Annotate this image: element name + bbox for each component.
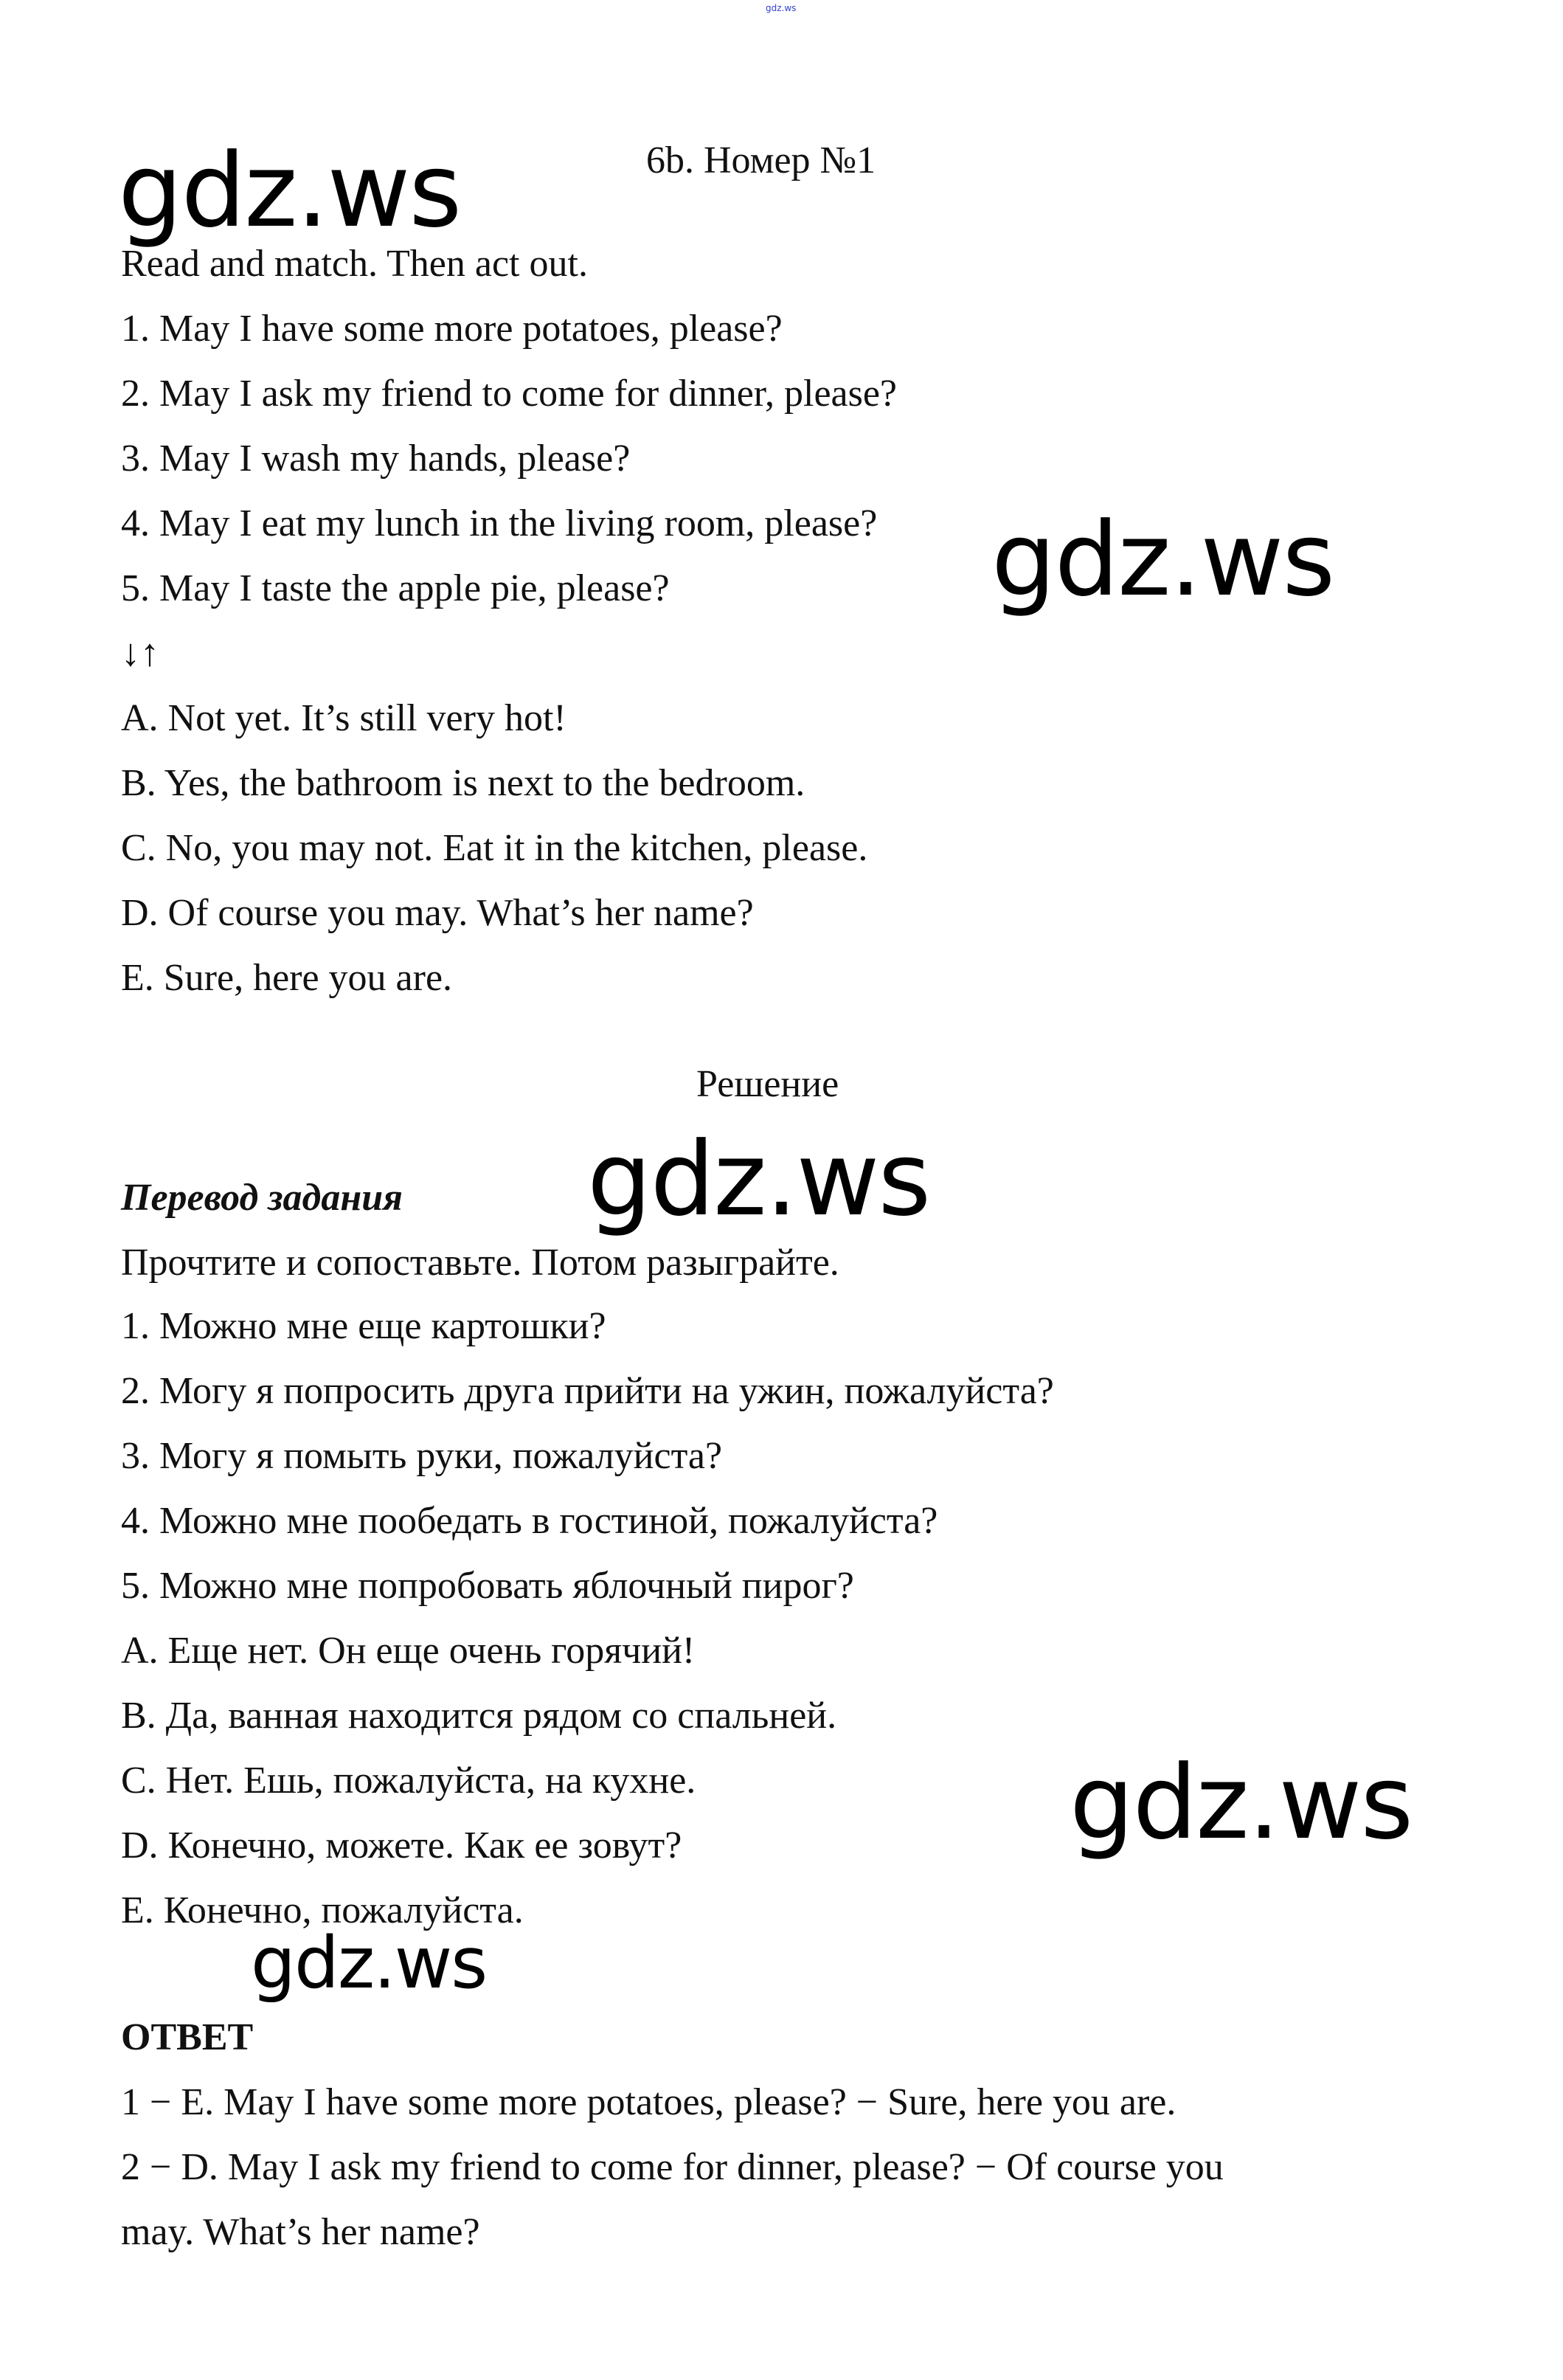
- task-question: 5. May I taste the apple pie, please?: [121, 567, 670, 609]
- answer-line: may. What’s her name?: [121, 2211, 480, 2253]
- task-question: 2. May I ask my friend to come for dinner, please?: [121, 373, 898, 415]
- watermark: gdz.ws: [251, 1922, 487, 2004]
- translation-question: 3. Могу я помыть руки, пожалуйста?: [121, 1435, 723, 1477]
- translation-question: 1. Можно мне еще картошки?: [121, 1305, 606, 1347]
- translation-answer: B. Да, ванная находится рядом со спальней.: [121, 1695, 837, 1737]
- answer-line: 1 − E. May I have some more potatoes, please? − Sure, here you are.: [121, 2081, 1176, 2123]
- task-answer: E. Sure, here you are.: [121, 957, 453, 999]
- task-answer: C. No, you may not. Eat it in the kitchen, please.: [121, 827, 868, 869]
- task-instruction: Read and match. Then act out.: [121, 243, 588, 285]
- task-question: 4. May I eat my lunch in the living room, please?: [121, 502, 878, 544]
- translation-answer: D. Конечно, можете. Как ее зовут?: [121, 1824, 682, 1867]
- watermark: gdz.ws: [587, 1120, 930, 1239]
- watermark: gdz.ws: [118, 131, 461, 250]
- translation-question: 4. Можно мне пообедать в гостиной, пожалуйста?: [121, 1500, 938, 1542]
- translation-answer: C. Нет. Ешь, пожалуйста, на кухне.: [121, 1760, 696, 1802]
- task-question: 3. May I wash my hands, please?: [121, 437, 631, 480]
- page-title: 6b. Номер №1: [646, 139, 876, 181]
- answer-heading: ОТВЕТ: [121, 2016, 254, 2058]
- translation-question: 2. Могу я попросить друга прийти на ужин, пожалуйста?: [121, 1370, 1054, 1412]
- solution-heading: Решение: [696, 1063, 839, 1105]
- match-arrows: ↓↑: [121, 632, 159, 674]
- translation-heading: Перевод задания: [121, 1177, 403, 1219]
- watermark: gdz.ws: [991, 500, 1334, 619]
- task-answer: D. Of course you may. What’s her name?: [121, 892, 754, 934]
- translation-question: 5. Можно мне попробовать яблочный пирог?: [121, 1565, 854, 1607]
- task-question: 1. May I have some more potatoes, please?: [121, 308, 783, 350]
- task-answer: B. Yes, the bathroom is next to the bedroom.: [121, 762, 805, 804]
- translation-answer: E. Конечно, пожалуйста.: [121, 1889, 524, 1931]
- answer-line: 2 − D. May I ask my friend to come for dinner, please? − Of course you: [121, 2146, 1224, 2188]
- translation-answer: A. Еще нет. Он еще очень горячий!: [121, 1630, 696, 1672]
- task-answer: A. Not yet. It’s still very hot!: [121, 697, 566, 739]
- translation-instruction: Прочтите и сопоставьте. Потом разыграйте.: [121, 1242, 839, 1284]
- watermark: gdz.ws: [1070, 1743, 1413, 1862]
- top-mark: gdz.ws: [766, 3, 797, 13]
